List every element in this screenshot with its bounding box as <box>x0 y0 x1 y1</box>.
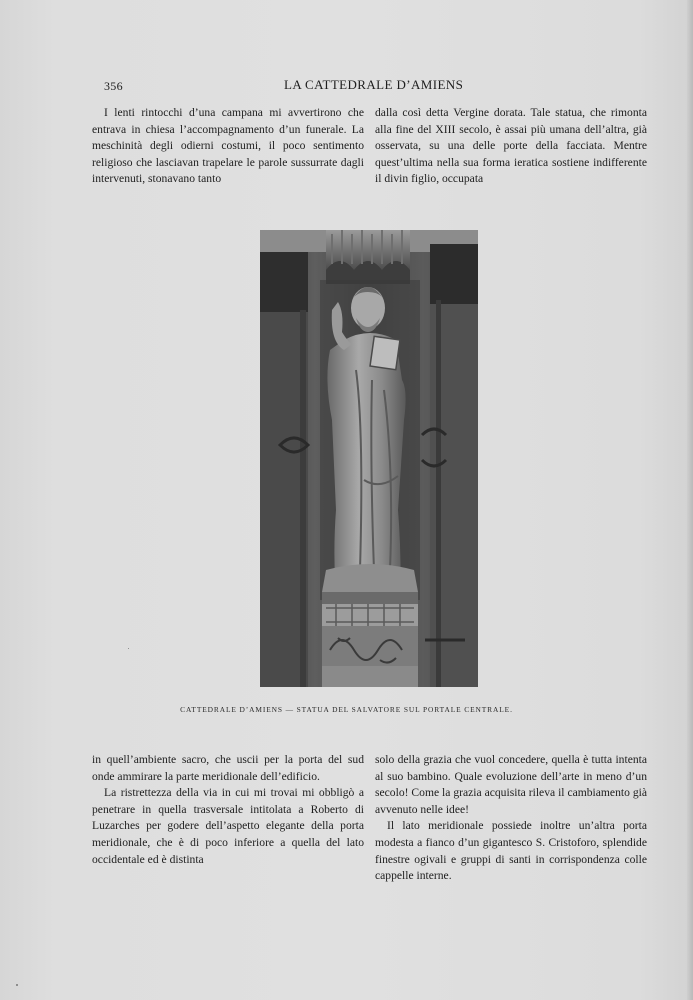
paragraph: I lenti rintocchi d’una campana mi avvertirono che entrava in chiesa l’accompagnamento d’un funerale. La meschinità degli odierni costumi, il poco sentimento religioso che lasciavan trapelare le parole sussurrate dagli intervenuti, stonavano tanto <box>92 106 364 186</box>
figure-caption: CATTEDRALE D’AMIENS — STATUA DEL SALVATORE SUL PORTALE CENTRALE. <box>180 705 513 714</box>
bottom-right-column <box>375 752 647 885</box>
statue-photograph <box>260 230 478 687</box>
running-title: LA CATTEDRALE D’AMIENS <box>284 77 464 92</box>
bottom-left-column <box>92 752 364 868</box>
page-edge-shadow <box>687 0 693 1000</box>
paragraph: in quell’ambiente sacro, che uscii per la porta del sud onde ammirare la parte meridionale dell’edificio. <box>92 753 364 783</box>
statue-illustration <box>260 230 478 687</box>
top-left-column <box>92 105 364 188</box>
statue-head <box>351 287 385 329</box>
paper-speck <box>128 648 129 649</box>
top-right-column <box>375 105 647 188</box>
book <box>370 336 400 369</box>
paper-speck <box>16 984 18 986</box>
paragraph: La ristrettezza della via in cui mi trovai mi obbligò a penetrare in quella trasversale intitolata a Roberto di Luzarches per godere dell’aspetto elegante della porta meridionale, che è di poco inferiore a quella del lato occidentale ed è distinta <box>92 786 364 866</box>
page-number: 356 <box>104 79 123 93</box>
paragraph: dalla così detta Vergine dorata. Tale statua, che rimonta alla fine del XIII secolo, è assai più umana dell’altra, già osservata, su una delle porte della facciata. Mentre quest’ultima nella sua forma ieratica sostiene indifferente il divin figlio, occupata <box>375 106 647 186</box>
statue-base <box>322 564 418 592</box>
paragraph: Il lato meridionale possiede inoltre un’altra porta modesta a fianco d’un gigantesco S. Cristoforo, splendide finestre ogivali e gruppi di santi in corrispondenza colle cappelle interne. <box>375 819 647 883</box>
paragraph: solo della grazia che vuol concedere, quella è tutta intenta al suo bambino. Quale evoluzione dell’arte in meno d’un secolo! Come la grazia acquisita rileva il cambiamento già avvenuto nelle idee! <box>375 753 647 816</box>
